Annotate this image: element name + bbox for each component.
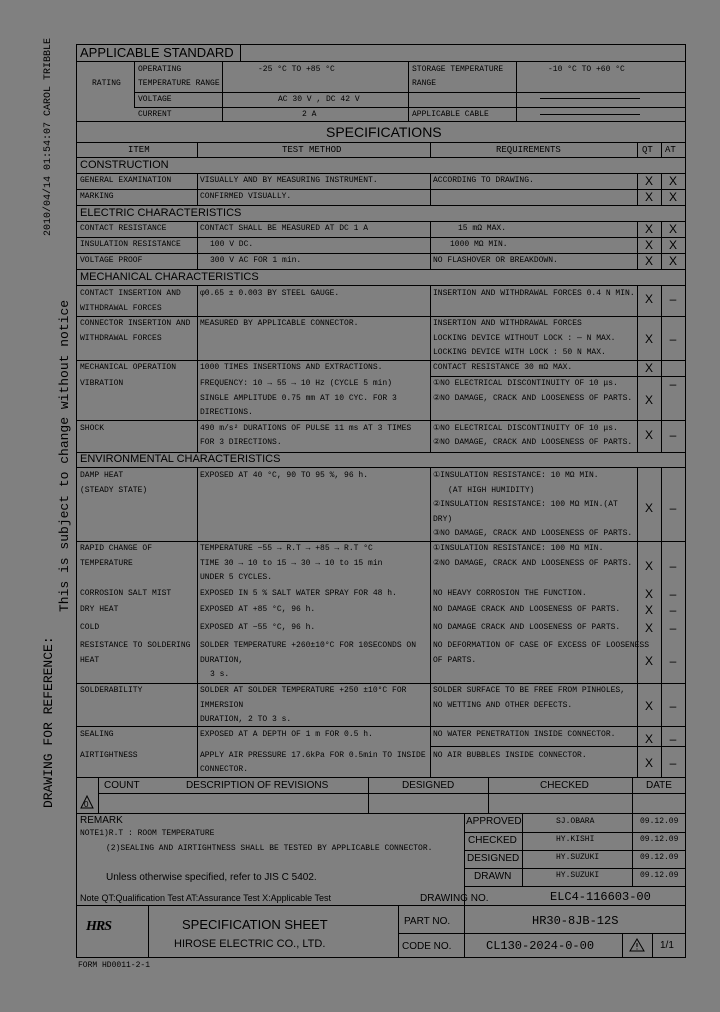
current-value: 2 A <box>302 110 317 119</box>
item-mechanical-operation: MECHANICAL OPERATION <box>80 363 177 372</box>
approved-label: APPROVED <box>466 816 522 827</box>
method-mechanical-operation: 1000 TIMES INSERTIONS AND EXTRACTIONS. <box>200 363 383 372</box>
at-contact-insertion: – <box>669 292 677 306</box>
section-environmental: ENVIRONMENTAL CHARACTERISTICS <box>80 453 281 465</box>
method-soldering-heat-1: SOLDER TEMPERATURE +260±10°C FOR 10SECONDS ON <box>200 641 417 650</box>
req-damp-heat-2: (AT HIGH HUMIDITY) <box>448 486 535 495</box>
drawn-name: HY.SUZUKI <box>556 871 600 880</box>
method-rapid-change-2: TIME 30 → 10 to 15 → 30 → 10 to 15 min <box>200 559 383 568</box>
item-airtightness: AIRTIGHTNESS <box>80 751 138 760</box>
req-connector-insertion-2: LOCKING DEVICE WITHOUT LOCK : — N MAX. <box>433 334 616 343</box>
change-notice: This is subject to change without notice <box>57 299 72 612</box>
item-insulation: INSULATION RESISTANCE <box>80 240 181 249</box>
method-contact-resistance: CONTACT SHALL BE MEASURED AT DC 1 A <box>200 224 369 233</box>
drawing-no-label: DRAWING NO. <box>420 893 489 904</box>
item-contact-insertion-2: WITHDRAWAL FORCES <box>80 304 162 313</box>
qt-marking: X <box>644 190 653 204</box>
jis-reference: Unless otherwise specified, refer to JIS C 5402. <box>106 872 317 883</box>
item-solderability: SOLDERABILITY <box>80 686 143 695</box>
voltage-value: AC 30 V , DC 42 V <box>278 95 360 104</box>
req-connector-insertion-1: INSERTION AND WITHDRAWAL FORCES <box>433 319 582 328</box>
method-cold: EXPOSED AT −55 °C, 96 h. <box>200 623 316 632</box>
operating-value: -25 °C TO +85 °C <box>258 65 335 74</box>
req-insulation: 1000 MΩ MIN. <box>450 240 508 249</box>
method-rapid-change-3: UNDER 5 CYCLES. <box>200 573 273 582</box>
voltage-label: VOLTAGE <box>138 95 172 104</box>
remark-title: REMARK <box>80 815 123 826</box>
method-vibration-1: FREQUENCY: 10 → 55 → 10 Hz (CYCLE 5 min) <box>200 379 393 388</box>
req-damp-heat-1: ①INSULATION RESISTANCE: 10 MΩ MIN. <box>433 471 599 480</box>
checked-label: CHECKED <box>468 835 517 846</box>
section-electric: ELECTRIC CHARACTERISTICS <box>80 207 242 219</box>
at-voltage-proof: X <box>668 254 677 268</box>
method-airtightness-2: CONNECTOR. <box>200 765 249 774</box>
method-solderability-3: DURATION, 2 TO 3 s. <box>200 715 292 724</box>
item-general-examination: GENERAL EXAMINATION <box>80 176 172 185</box>
company-name: HIROSE ELECTRIC CO., LTD. <box>174 938 326 950</box>
rating-label: RATING <box>92 79 121 88</box>
qt-solderability: X <box>644 699 653 713</box>
checked-name: HY.KISHI <box>556 835 595 844</box>
part-no: HR30-8JB-12S <box>532 914 619 928</box>
req-mechanical-operation: CONTACT RESISTANCE 30 mΩ MAX. <box>433 363 573 372</box>
qt-connector-insertion: X <box>644 332 653 346</box>
revision-description-header: DESCRIPTION OF REVISIONS <box>186 780 329 791</box>
req-cold: NO DAMAGE CRACK AND LOOSENESS OF PARTS. <box>433 623 621 632</box>
qt-contact-resistance: X <box>644 222 653 236</box>
revision-mark: 0 <box>84 800 89 809</box>
qt-mechanical-operation: X <box>644 361 653 375</box>
applicable-standard-label: APPLICABLE STANDARD <box>80 45 234 60</box>
item-vibration: VIBRATION <box>80 379 124 388</box>
method-corrosion: EXPOSED IN 5 % SALT WATER SPRAY FOR 48 h. <box>200 589 397 598</box>
req-rapid-change-1: ①INSULATION RESISTANCE: 100 MΩ MIN. <box>433 544 604 553</box>
method-sealing: EXPOSED AT A DEPTH OF 1 m FOR 0.5 h. <box>200 730 373 739</box>
req-soldering-heat-2: OF PARTS. <box>433 656 477 665</box>
section-construction: CONSTRUCTION <box>80 159 169 171</box>
req-damp-heat-5: ③NO DAMAGE, CRACK AND LOOSENESS OF PARTS. <box>433 529 633 538</box>
method-rapid-change-1: TEMPERATURE −55 → R.T → +85 → R.T °C <box>200 544 373 553</box>
hrs-logo: HRS <box>86 919 112 934</box>
qt-soldering-heat: X <box>644 654 653 668</box>
req-contact-resistance: 15 mΩ MAX. <box>458 224 507 233</box>
operating-label: OPERATING <box>138 65 182 74</box>
storage-range-label: RANGE <box>412 79 437 88</box>
code-no-label: CODE NO. <box>402 941 452 952</box>
at-insulation: X <box>668 238 677 252</box>
method-airtightness-1: APPLY AIR PRESSURE 17.6kPa FOR 0.5min TO INSIDE <box>200 751 426 760</box>
qt-damp-heat: X <box>644 501 653 515</box>
at-general-examination: X <box>668 174 677 188</box>
col-item: ITEM <box>128 145 150 155</box>
req-damp-heat-3: ②INSULATION RESISTANCE: 100 MΩ MIN.(AT <box>433 500 618 509</box>
storage-value: -10 °C TO +60 °C <box>548 65 625 74</box>
temp-range-label: TEMPERATURE RANGE <box>138 79 220 88</box>
form-number: FORM HD0011-2-1 <box>78 961 151 970</box>
req-corrosion: NO HEAVY CORROSION THE FUNCTION. <box>433 589 587 598</box>
at-sealing: – <box>669 732 677 746</box>
print-stamp: 2010/04/14 01:54:07 CAROL TRIBBLE <box>43 37 54 236</box>
qt-dry-heat: X <box>644 603 653 617</box>
at-vibration: – <box>669 377 677 391</box>
remark-note-2: (2)SEALING AND AIRTIGHTNESS SHALL BE TESTED BY APPLICABLE CONNECTOR. <box>106 844 433 853</box>
at-rapid-change: – <box>669 559 677 573</box>
req-rapid-change-2: ②NO DAMAGE, CRACK AND LOOSENESS OF PARTS. <box>433 559 633 568</box>
method-soldering-heat-2: DURATION, <box>200 656 244 665</box>
qt-corrosion: X <box>644 587 653 601</box>
req-solderability-1: SOLDER SURFACE TO BE FREE FROM PINHOLES, <box>433 686 626 695</box>
method-contact-insertion: φ0.65 ± 0.003 BY STEEL GAUGE. <box>200 289 340 298</box>
current-label: CURRENT <box>138 110 172 119</box>
method-solderability-2: IMMERSION <box>200 701 244 710</box>
item-voltage-proof: VOLTAGE PROOF <box>80 256 143 265</box>
method-connector-insertion: MEASURED BY APPLICABLE CONNECTOR. <box>200 319 359 328</box>
item-dry-heat: DRY HEAT <box>80 605 119 614</box>
at-contact-resistance: X <box>668 222 677 236</box>
item-rapid-change: RAPID CHANGE OF <box>80 544 153 553</box>
designed-name: HY.SUZUKI <box>556 853 600 862</box>
method-shock-2: FOR 3 DIRECTIONS. <box>200 438 282 447</box>
method-dry-heat: EXPOSED AT +85 °C, 96 h. <box>200 605 316 614</box>
qt-contact-insertion: X <box>644 292 653 306</box>
method-marking: CONFIRMED VISUALLY. <box>200 192 292 201</box>
req-soldering-heat-1: NO DEFORMATION OF CASE OF EXCESS OF LOOSENESS <box>433 641 650 650</box>
part-no-label: PART NO. <box>404 916 451 927</box>
method-soldering-heat-3: 3 s. <box>210 670 230 679</box>
qt-cold: X <box>644 621 653 635</box>
qt-insulation: X <box>644 238 653 252</box>
checked-date: 09.12.09 <box>640 835 679 844</box>
item-rapid-change-2: TEMPERATURE <box>80 559 133 568</box>
at-corrosion: – <box>669 587 677 601</box>
storage-label: STORAGE TEMPERATURE <box>412 65 504 74</box>
at-shock: – <box>669 428 677 442</box>
test-legend: Note QT:Qualification Test AT:Assurance Test X:Applicable Test <box>80 893 331 903</box>
at-soldering-heat: – <box>669 654 677 668</box>
method-vibration-2: SINGLE AMPLITUDE 0.75 mm AT 10 CYC. FOR 3 <box>200 394 397 403</box>
at-damp-heat: – <box>669 501 677 515</box>
item-corrosion: CORROSION SALT MIST <box>80 589 172 598</box>
req-shock-1: ①NO ELECTRICAL DISCONTINUITY OF 10 μs. <box>433 424 618 433</box>
req-shock-2: ②NO DAMAGE, CRACK AND LOOSENESS OF PARTS. <box>433 438 633 447</box>
item-marking: MARKING <box>80 192 114 201</box>
item-sealing: SEALING <box>80 730 114 739</box>
req-vibration-2: ②NO DAMAGE, CRACK AND LOOSENESS OF PARTS. <box>433 394 633 403</box>
req-sealing: NO WATER PENETRATION INSIDE CONNECTOR. <box>433 730 616 739</box>
at-cold: – <box>669 621 677 635</box>
section-mechanical: MECHANICAL CHARACTERISTICS <box>80 271 259 283</box>
qt-voltage-proof: X <box>644 254 653 268</box>
drawing-no: ELC4-116603-00 <box>550 890 651 904</box>
item-shock: SHOCK <box>80 424 105 433</box>
item-cold: COLD <box>80 623 100 632</box>
at-solderability: – <box>669 699 677 713</box>
item-contact-insertion: CONTACT INSERTION AND <box>80 289 181 298</box>
req-dry-heat: NO DAMAGE CRACK AND LOOSENESS OF PARTS. <box>433 605 621 614</box>
item-connector-insertion-2: WITHDRAWAL FORCES <box>80 334 162 343</box>
specifications-title: SPECIFICATIONS <box>326 124 442 140</box>
remark-note-1: NOTE1)R.T : ROOM TEMPERATURE <box>80 829 215 838</box>
revision-count-header: COUNT <box>104 780 140 791</box>
drawn-label: DRAWN <box>474 871 512 882</box>
drawn-date: 09.12.09 <box>640 871 679 880</box>
at-marking: X <box>668 190 677 204</box>
reference-notice: DRAWING FOR REFERENCE: <box>41 636 56 808</box>
method-insulation: 100 V DC. <box>210 240 254 249</box>
item-soldering-heat: RESISTANCE TO SOLDERING <box>80 641 191 650</box>
col-at: AT <box>665 145 676 155</box>
revision-designed-header: DESIGNED <box>402 780 455 791</box>
qt-rapid-change: X <box>644 559 653 573</box>
req-airtightness: NO AIR BUBBLES INSIDE CONNECTOR. <box>433 751 587 760</box>
req-solderability-2: NO WETTING AND OTHER DEFECTS. <box>433 701 573 710</box>
req-voltage-proof: NO FLASHOVER OR BREAKDOWN. <box>433 256 558 265</box>
approved-name: SJ.OBARA <box>556 817 595 826</box>
req-general-examination: ACCORDING TO DRAWING. <box>433 176 534 185</box>
method-damp-heat: EXPOSED AT 40 °C, 90 TO 95 %, 96 h. <box>200 471 369 480</box>
approved-date: 09.12.09 <box>640 817 679 826</box>
req-vibration-1: ①NO ELECTRICAL DISCONTINUITY OF 10 μs. <box>433 379 618 388</box>
item-contact-resistance: CONTACT RESISTANCE <box>80 224 167 233</box>
designed-date: 09.12.09 <box>640 853 679 862</box>
revision-date-header: DATE <box>646 780 672 791</box>
at-dry-heat: – <box>669 603 677 617</box>
method-shock-1: 490 m/s² DURATIONS OF PULSE 11 ms AT 3 TIMES <box>200 424 412 433</box>
req-contact-insertion: INSERTION AND WITHDRAWAL FORCES 0.4 N MIN. <box>433 289 635 298</box>
col-test-method: TEST METHOD <box>282 145 342 155</box>
revision-checked-header: CHECKED <box>540 780 589 791</box>
qt-vibration: X <box>644 393 653 407</box>
item-damp-heat-2: (STEADY STATE) <box>80 486 148 495</box>
method-solderability-1: SOLDER AT SOLDER TEMPERATURE +250 ±10°C FOR <box>200 686 407 695</box>
item-connector-insertion: CONNECTOR INSERTION AND <box>80 319 191 328</box>
designed-label: DESIGNED <box>467 853 520 864</box>
at-connector-insertion: – <box>669 332 677 346</box>
qt-general-examination: X <box>644 174 653 188</box>
warning-triangle-icon <box>629 938 645 952</box>
method-vibration-3: DIRECTIONS. <box>200 408 253 417</box>
code-no: CL130-2024-0-00 <box>486 939 595 953</box>
item-soldering-heat-2: HEAT <box>80 656 100 665</box>
req-damp-heat-4: DRY) <box>433 515 453 524</box>
qt-airtightness: X <box>644 756 653 770</box>
col-requirements: REQUIREMENTS <box>496 145 561 155</box>
sheet-title: SPECIFICATION SHEET <box>182 917 328 932</box>
method-voltage-proof: 300 V AC FOR 1 min. <box>210 256 302 265</box>
page-number: 1/1 <box>660 940 674 951</box>
item-damp-heat: DAMP HEAT <box>80 471 124 480</box>
method-general-examination: VISUALLY AND BY MEASURING INSTRUMENT. <box>200 176 378 185</box>
at-airtightness: – <box>669 756 677 770</box>
col-qt: QT <box>642 145 653 155</box>
qt-sealing: X <box>644 732 653 746</box>
qt-shock: X <box>644 428 653 442</box>
req-connector-insertion-3: LOCKING DEVICE WITH LOCK : 50 N MAX. <box>433 348 606 357</box>
applicable-cable-label: APPLICABLE CABLE <box>412 110 489 119</box>
